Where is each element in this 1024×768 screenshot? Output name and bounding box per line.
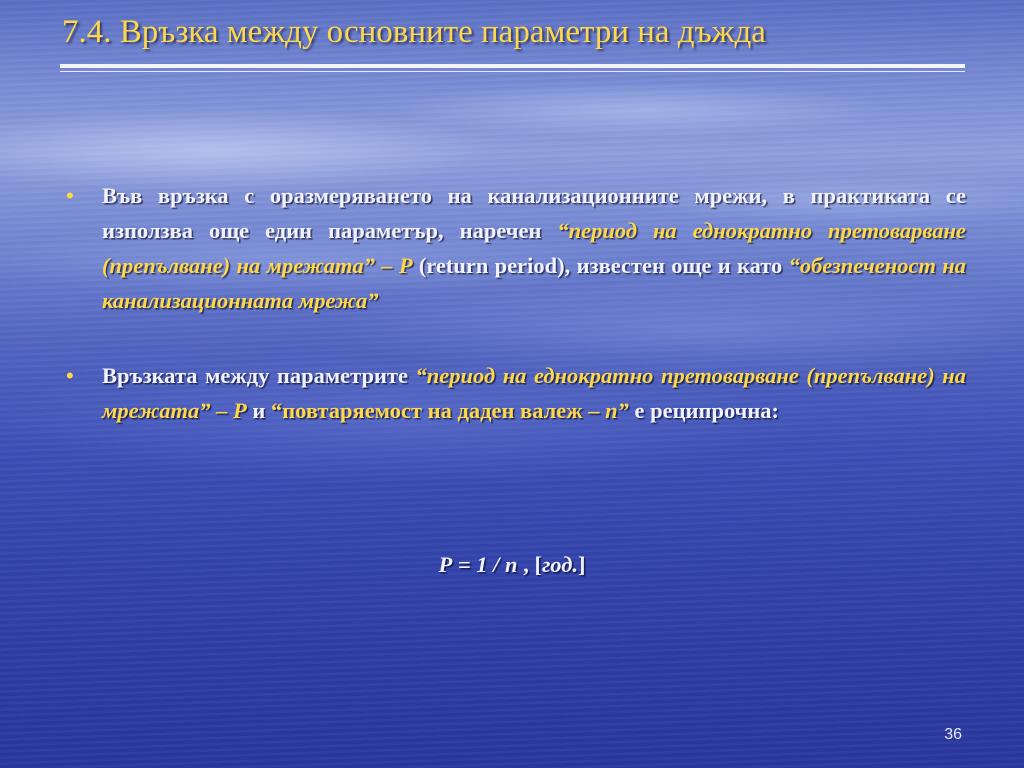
slide-title: 7.4. Връзка между основните параметри на дъжда bbox=[62, 14, 766, 50]
bullet-text bbox=[102, 178, 966, 318]
text-run: Във връзка с оразмеряването на канализационните мрежи, в практиката се използва още един параметър, наречен bbox=[102, 183, 966, 243]
text-run: и bbox=[246, 398, 271, 423]
text-run: (return period), известен още и като bbox=[412, 253, 789, 278]
slide-body bbox=[60, 178, 966, 428]
bullet-item bbox=[60, 178, 966, 318]
bullet-icon: • bbox=[66, 183, 74, 208]
bullet-text bbox=[102, 358, 966, 428]
bullet-icon: • bbox=[66, 363, 74, 388]
title-divider bbox=[60, 64, 965, 68]
highlight-term: n” bbox=[605, 398, 629, 423]
highlight-term: “период на еднократно претоварване (препълване) на мрежата” – Р bbox=[102, 363, 966, 423]
title-divider-thin bbox=[60, 71, 965, 72]
page-number: 36 bbox=[944, 726, 962, 743]
bullet-item bbox=[60, 358, 966, 428]
formula-unit: год. bbox=[541, 552, 578, 577]
highlight-term: “обезпеченост на канализационната мрежа” bbox=[102, 253, 967, 313]
text-run: Връзката между параметрите bbox=[102, 363, 416, 388]
formula-separator: , [ bbox=[517, 552, 542, 577]
formula-expression: Р = 1 / n bbox=[438, 552, 518, 577]
text-run: е реципрочна: bbox=[628, 398, 780, 423]
formula bbox=[0, 547, 1024, 582]
formula-close: ] bbox=[578, 552, 586, 577]
highlight-term: “период на еднократно претоварване (препълване) на мрежата” – Р bbox=[102, 218, 966, 278]
highlight-term: “повтаряемост на даден валеж – bbox=[270, 398, 606, 423]
